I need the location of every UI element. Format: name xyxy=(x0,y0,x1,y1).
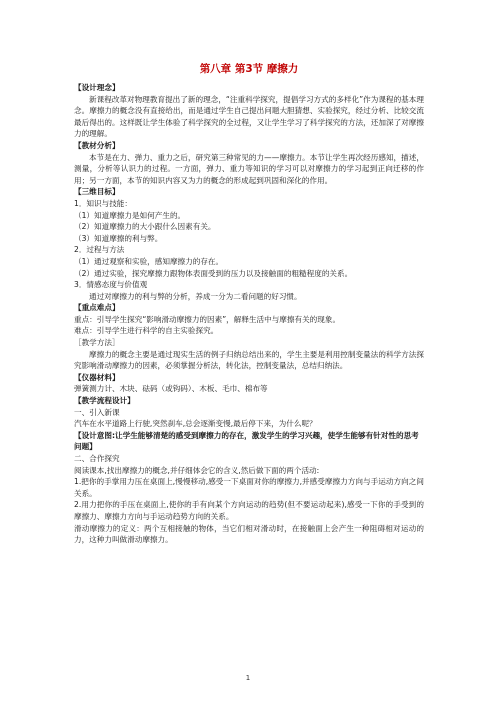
paragraph: （2）知道摩擦力的大小跟什么因素有关。 xyxy=(74,222,216,232)
paragraph: 3．情感态度与价值观 xyxy=(74,280,148,290)
paragraph: 通过对摩擦力的利与弊的分析，养成一分为二看问题的好习惯。 xyxy=(89,291,302,301)
section-heading: 【三维目标】 xyxy=(74,187,120,197)
paragraph: 滑动摩擦力的定义：两个互相接触的物体，当它们相对滑动时，在接触面上会产生一种阻碍相对运动的力，这种力叫做滑动摩擦力。 xyxy=(74,523,424,545)
page-title: 第八章 第3节 摩擦力 xyxy=(199,63,299,75)
section-heading: 【设计意图:让学生能够清楚的感受到摩擦力的存在，激发学生的学习兴趣，使学生能够有针对性的思考问题】 xyxy=(74,430,419,452)
paragraph: 1．知识与技能： xyxy=(74,198,132,208)
paragraph: 汽车在水平道路上行驶,突然刹车,总会逐渐变慢,最后停下来，为什么呢？ xyxy=(74,419,317,429)
paragraph: 阅读课本,找出摩擦力的概念,并仔细体会它的含义,然后做下面的两个活动: xyxy=(74,465,320,475)
paragraph: （3）知道摩擦的利与弊。 xyxy=(74,233,163,243)
paragraph: ［教学方法］ xyxy=(74,338,120,348)
paragraph: 1.把你的手掌用力压在桌面上,慢慢移动,感受一下桌面对你的摩擦力,并感受摩擦力方向与手运动方向之间关系。 xyxy=(74,477,424,498)
document-text xyxy=(74,82,424,546)
section-heading: 【设计理念】 xyxy=(74,83,120,92)
paragraph: 弹簧测力计、木块、砝码（或钩码）、木板、毛巾、棉布等 xyxy=(74,384,268,394)
section-heading: 【重点难点】 xyxy=(74,303,120,313)
paragraph: （1）通过观察和实验，感知摩擦力的存在。 xyxy=(74,256,224,266)
paragraph: 重点：引导学生探究“影响滑动摩擦力的因素”，解释生活中与摩擦有关的现象。 xyxy=(74,314,341,324)
section-heading: 【仪器材料】 xyxy=(74,372,120,382)
paragraph: 一、引入新课 xyxy=(74,407,120,417)
section-heading: 【教材分析】 xyxy=(74,140,120,150)
page-number: 1 xyxy=(245,674,251,682)
paragraph: 二、合作探究 xyxy=(74,454,120,463)
paragraph: （1）知道摩擦力是如何产生的。 xyxy=(74,210,186,220)
paragraph: （2）通过实验，探究摩擦力跟物体表面受到的压力以及接触面的粗糙程度的关系。 xyxy=(74,268,353,278)
paragraph: 新课程改革对物理教育提出了新的理念，“注重科学探究，提倡学习方式的多样化”作为课程的基本理念。摩擦力的概念没有直接给出，而是通过学生自己提出问题大胆猜想、实验探究，经过分析、比较交流最后得出的。这样既让学生体验了科学探究的全过程，又让学生学习了科学探究的方法，还加深了对摩擦力的理解。 xyxy=(74,94,424,139)
document-body xyxy=(74,62,424,546)
paragraph: 本节是在力、弹力、重力之后，研究第三种常见的力——摩擦力。本节让学生再次经历感知，描述，测量，分析等认识力的过程。一方面，弹力、重力等知识的学习可以对摩擦力的学习起到正向迁移的作用；另一方面，本节的知识内容又为力的概念的形成起到巩固和深化的作用。 xyxy=(74,152,424,185)
paragraph: 2.用力把你的手压在桌面上,使你的手有向某个方向运动的趋势(但不要运动起来),感受一下你的手受到的摩擦力、摩擦力方向与手运动趋势方向的关系。 xyxy=(74,500,424,521)
section-heading: 【教学流程设计】 xyxy=(74,396,135,406)
paragraph: 2．过程与方法 xyxy=(74,245,125,255)
paragraph: 难点：引导学生进行科学的自主实验探究。 xyxy=(74,326,219,336)
paragraph: 摩擦力的概念主要是通过现实生活的例子归纳总结出来的，学生主要是利用控制变量法的科学方法探究影响滑动摩擦力的因素，必须掌握分析法，转化法，控制变量法，总结归纳法。 xyxy=(74,349,424,371)
